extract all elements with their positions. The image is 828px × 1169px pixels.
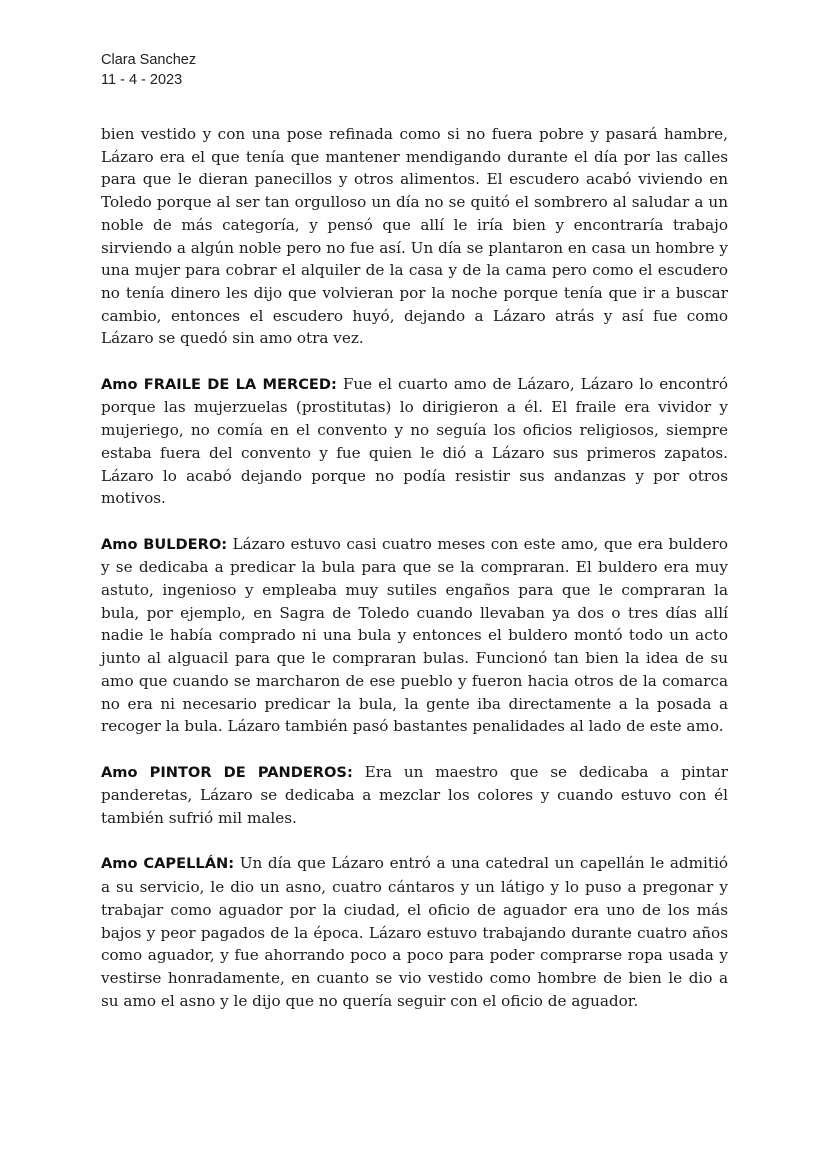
paragraph-text: Un día que Lázaro entró a una catedral un capellán le admitió a su servicio, le dio un asno, cuatro cántaros y un látigo y lo puso a pregonar y trabajar como aguador por la ciudad, el oficio de aguador era uno de los más bajos y peor pagados de la época. Lázaro estuvo trabajando durante cuatro años como aguador, y fue ahorrando poco a poco para poder comprarse ropa usada y vestirse honradamente, en cuanto se vio vestido como hombre de bien le dio a su amo el asno y le dijo que no quería seguir con el oficio de aguador.: [101, 854, 728, 1010]
paragraph-escudero: [101, 123, 728, 350]
paragraph-text: Era un maestro que se dedicaba a pintar panderetas, Lázaro se dedicaba a mezclar los colores y cuando estuvo con él también sufrió mil males.: [101, 762, 728, 828]
paragraph-heading: Amo BULDERO:: [101, 535, 228, 553]
document-header: [101, 50, 196, 90]
paragraph-buldero: [101, 533, 728, 738]
document-body: [101, 123, 728, 1035]
paragraph-heading: Amo CAPELLÁN:: [101, 855, 235, 873]
paragraph-capellan: [101, 852, 728, 1012]
paragraph-heading: Amo PINTOR DE PANDEROS:: [101, 763, 353, 781]
paragraph-heading: Amo FRAILE DE LA MERCED:: [101, 375, 337, 393]
paragraph-text: bien vestido y con una pose refinada como si no fuera pobre y pasará hambre, Lázaro era el que tenía que mantener mendigando durante el día por las calles para que le dieran panecillos y otros alimentos. El escudero acabó viviendo en Toledo porque al ser tan orgulloso un día no se quitó el sombrero al saludar a un noble de más categoría, y pensó que allí le iría bien y encontraría trabajo sirviendo a algún noble pero no fue así. Un día se plantaron en casa un hombre y una mujer para cobrar el alquiler de la casa y de la cama pero como el escudero no tenía dinero les dijo que volvieran por la noche porque tenía que ir a buscar cambio, entonces el escudero huyó, dejando a Lázaro atrás y así fue como Lázaro se quedó sin amo otra vez.: [101, 125, 728, 348]
author-name: Clara Sanchez: [101, 52, 197, 68]
paragraph-text: Lázaro estuvo casi cuatro meses con este amo, que era buldero y se dedicaba a predicar la bula para que se la compraran. El buldero era muy astuto, ingenioso y empleaba muy sutiles engaños para que le compraran la bula, por ejemplo, en Sagra de Toledo cuando llevaban ya dos o tres días allí nadie le había comprado ni una bula y entonces el buldero montó todo un acto junto al alguacil para que le compraran bulas. Funcionó tan bien la idea de su amo que cuando se marcharon de ese pueblo y fueron hacia otros de la comarca no era ni necesario predicar la bula, la gente iba directamente a la posada a recoger la bula. Lázaro también pasó bastantes penalidades al lado de este amo.: [101, 534, 728, 736]
document-date: 11 - 4 - 2023: [101, 72, 183, 88]
paragraph-fraile: [101, 373, 728, 510]
paragraph-text: Fue el cuarto amo de Lázaro, Lázaro lo encontró porque las mujerzuelas (prostitutas) lo dirigieron a él. El fraile era vividor y mujeriego, no comía en el convento y no seguía los oficios religiosos, siempre estaba fuera del convento y fue quien le dió a Lázaro sus primeros zapatos. Lázaro lo acabó dejando porque no podía resistir sus andanzas y por otros motivos.: [101, 374, 728, 508]
paragraph-pintor: [101, 761, 728, 830]
